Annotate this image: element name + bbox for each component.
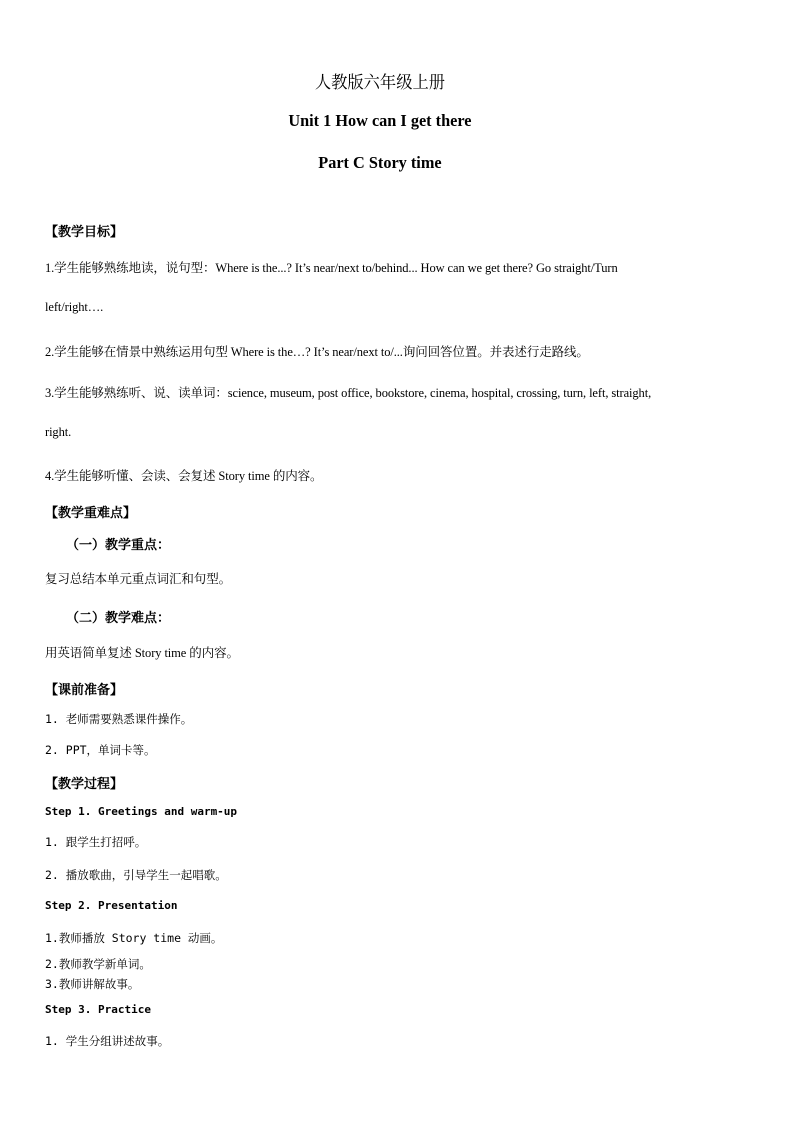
step-1-heading: Step 1. Greetings and warm-up — [45, 805, 238, 818]
step-1-item-1: 1. 跟学生打招呼。 — [45, 835, 147, 849]
objective-item-3-line-2: right. — [45, 425, 72, 439]
part-title: Part C Story time — [318, 153, 442, 172]
objectives-heading: 【教学目标】 — [45, 225, 124, 240]
preparation-item-1: 1. 老师需要熟悉课件操作。 — [45, 712, 193, 726]
process-heading: 【教学过程】 — [45, 777, 124, 792]
key-points-sub-1: （一）教学重点： — [66, 538, 171, 553]
step-3-heading: Step 3. Practice — [45, 1003, 151, 1016]
step-2-item-2: 2.教师教学新单词。 — [45, 957, 151, 971]
key-points-text-2: 用英语简单复述 Story time 的内容。 — [45, 646, 239, 660]
key-points-text-1: 复习总结本单元重点词汇和句型。 — [45, 572, 232, 586]
objective-item-4: 4.学生能够听懂、会读、会复述 Story time 的内容。 — [45, 469, 323, 483]
preparation-item-2: 2. PPT，单词卡等。 — [45, 743, 156, 757]
step-2-heading: Step 2. Presentation — [45, 899, 178, 912]
objective-item-1-line-2: left/right…. — [45, 300, 104, 314]
objective-item-1-line-1: 1.学生能够熟练地读，说句型：Where is the...? It’s near/next to/behind... How can we get there? Go straight/Turn — [45, 261, 618, 275]
step-2-item-1: 1.教师播放 Story time 动画。 — [45, 931, 223, 945]
objective-item-3-line-1: 3.学生能够熟练听、说、读单词：science, museum, post office, bookstore, cinema, hospital, crossing, turn, left, straight, — [45, 386, 652, 400]
document-title: 人教版六年级上册 — [314, 73, 446, 93]
preparation-heading: 【课前准备】 — [45, 683, 124, 698]
step-2-item-3: 3.教师讲解故事。 — [45, 977, 140, 991]
step-1-item-2: 2. 播放歌曲，引导学生一起唱歌。 — [45, 868, 227, 882]
unit-title: Unit 1 How can I get there — [288, 111, 472, 130]
step-3-item-1: 1. 学生分组讲述故事。 — [45, 1034, 170, 1048]
key-points-sub-2: （二）教学难点： — [66, 611, 171, 626]
objective-item-2: 2.学生能够在情景中熟练运用句型 Where is the…? It’s near/next to/...询问回答位置。并表述行走路线。 — [45, 345, 589, 359]
key-points-heading: 【教学重难点】 — [45, 506, 137, 521]
